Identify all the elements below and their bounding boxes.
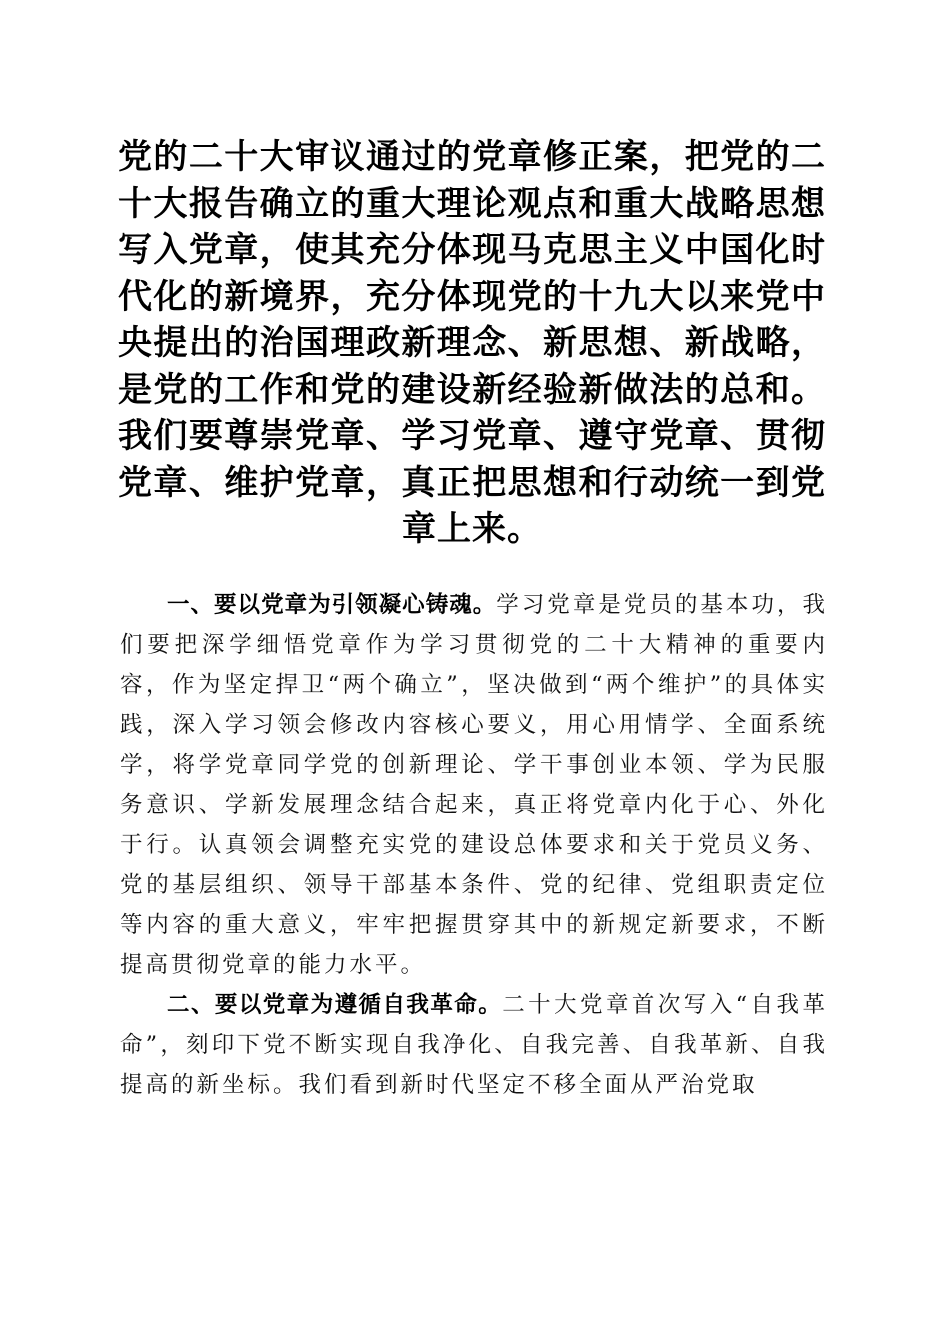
section-text-2: 二十大党章首次写入“自我革命”，刻印下党不断实现自我净化、自我完善、自我革新、自我提高的新坐标。我们看到新时代坚定不移全面从严治党取 bbox=[120, 992, 828, 1098]
section-paragraph-2 bbox=[120, 985, 828, 1105]
section-paragraph-1 bbox=[120, 585, 828, 985]
section-lead-2: 二、要以党章为遵循自我革命。 bbox=[167, 992, 503, 1018]
section-text-1: 学习党章是党员的基本功，我们要把深学细悟党章作为学习贯彻党的二十大精神的重要内容，作为坚定捍卫“两个确立”，坚决做到“两个维护”的具体实践，深入学习领会修改内容核心要义，用心用情学、全面系统学，将学党章同学党的创新理论、学干事创业本领、学为民服务意识、学新发展理念结合起来，真正将党章内化于心、外化于行。认真领会调整充实党的建设总体要求和关于党员义务、党的基层组织、领导干部基本条件、党的纪律、党组职责定位等内容的重大意义，牢牢把握贯穿其中的新规定新要求，不断提高贯彻党章的能力水平。 bbox=[120, 592, 828, 978]
section-lead-1: 一、要以党章为引领凝心铸魂。 bbox=[167, 592, 497, 618]
document-body bbox=[120, 585, 828, 1105]
document-heading: 党的二十大审议通过的党章修正案，把党的二十大报告确立的重大理论观点和重大战略思想写入党章，使其充分体现马克思主义中国化时代化的新境界，充分体现党的十九大以来党中央提出的治国理政新理念、新思想、新战略，是党的工作和党的建设新经验新做法的总和。我们要尊崇党章、学习党章、遵守党章、贯彻党章、维护党章，真正把思想和行动统一到党章上来。 bbox=[118, 137, 826, 549]
